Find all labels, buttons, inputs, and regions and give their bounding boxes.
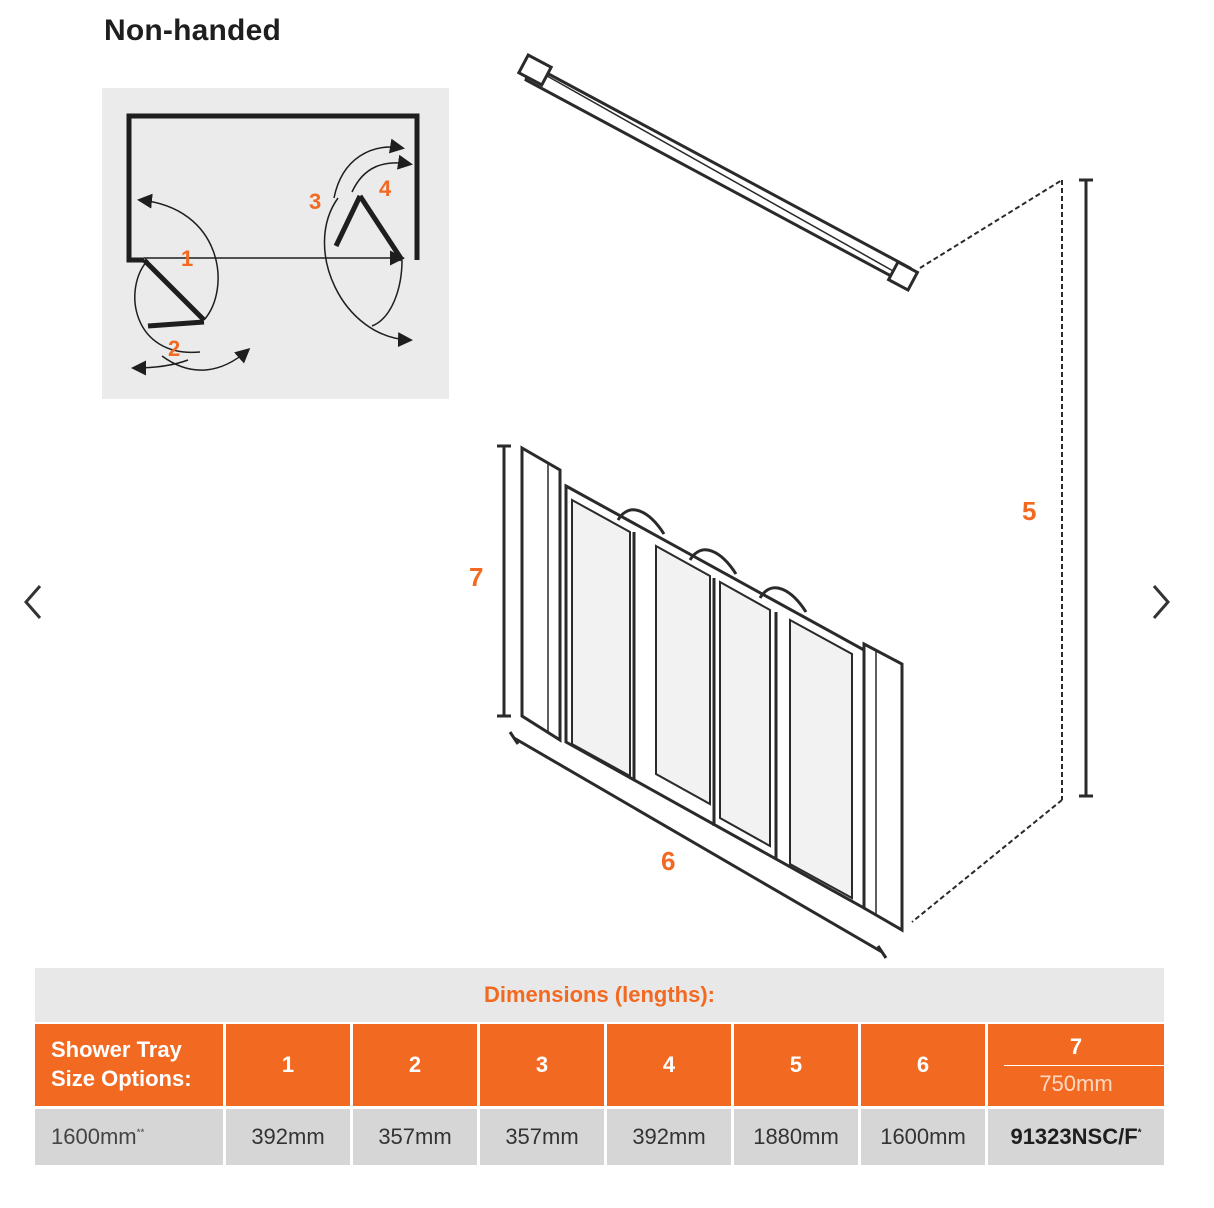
column-4-header: 4 bbox=[604, 1024, 731, 1106]
plan-label-3: 3 bbox=[309, 189, 322, 214]
page-title: Non-handed bbox=[104, 14, 281, 47]
column-1-header: 1 bbox=[223, 1024, 350, 1106]
door-assembly bbox=[522, 448, 902, 930]
plan-label-1: 1 bbox=[181, 246, 194, 271]
carousel-next-button[interactable] bbox=[1146, 580, 1176, 624]
carousel-prev-button[interactable] bbox=[18, 580, 48, 624]
value-cell-1: 392mm bbox=[223, 1106, 350, 1165]
dimensions-header: Dimensions (lengths): bbox=[35, 968, 1164, 1024]
value-cell-6: 1600mm bbox=[858, 1106, 985, 1165]
guide-line-top bbox=[920, 180, 1062, 268]
table-header-row bbox=[35, 1024, 1164, 1106]
plan-label-4: 4 bbox=[379, 176, 392, 201]
table-row bbox=[35, 1106, 1164, 1165]
chevron-right-icon bbox=[1146, 580, 1176, 624]
guide-line-bottom bbox=[912, 800, 1062, 922]
value-cell-3: 357mm bbox=[477, 1106, 604, 1165]
row-label-cell bbox=[35, 1024, 223, 1106]
size-value: 1600mm bbox=[51, 1124, 137, 1149]
column-7-header bbox=[985, 1024, 1164, 1106]
column-3-header: 3 bbox=[477, 1024, 604, 1106]
column-7-label: 7 bbox=[1069, 1033, 1083, 1059]
chevron-left-icon bbox=[18, 580, 48, 624]
size-cell bbox=[35, 1106, 223, 1165]
column-6-header: 6 bbox=[858, 1024, 985, 1106]
label-5: 5 bbox=[1022, 496, 1037, 526]
row-label-line2: Size Options: bbox=[51, 1066, 192, 1091]
column-2-header: 2 bbox=[350, 1024, 477, 1106]
dimensions-table bbox=[35, 968, 1164, 1165]
column-7-value: 750mm bbox=[1039, 1070, 1113, 1096]
product-code-cell bbox=[985, 1106, 1164, 1165]
label-6: 6 bbox=[661, 846, 676, 876]
column-5-header: 5 bbox=[731, 1024, 858, 1106]
code-mark: * bbox=[1137, 1127, 1142, 1139]
top-rail bbox=[519, 55, 918, 290]
label-7: 7 bbox=[469, 562, 484, 592]
plan-label-2: 2 bbox=[168, 336, 181, 361]
dimension-7 bbox=[497, 446, 511, 716]
value-cell-2: 357mm bbox=[350, 1106, 477, 1165]
value-cell-4: 392mm bbox=[604, 1106, 731, 1165]
dimension-5 bbox=[1079, 180, 1093, 796]
size-mark: ** bbox=[136, 1127, 145, 1139]
value-cell-5: 1880mm bbox=[731, 1106, 858, 1165]
product-code: 91323NSC/F bbox=[1010, 1124, 1138, 1149]
row-label-line1: Shower Tray bbox=[51, 1037, 182, 1063]
